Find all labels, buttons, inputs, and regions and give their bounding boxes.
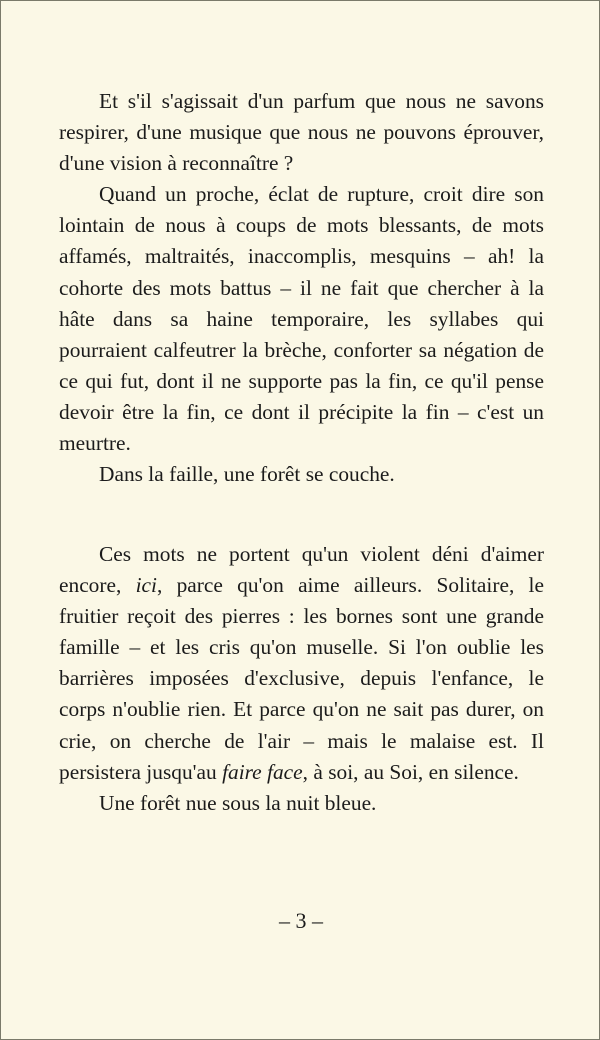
paragraph-4-part-b: , parce qu'on aime ailleurs. Solitaire, le fruitier reçoit des pierres : les bornes sont une grande famille – et les cris qu'on muselle. Si l'on oublie les barrières imposées d'exclusive, depuis l'enfance, le corps n'oublie rien. Et parce qu'on ne sait pas durer, on crie, on cherche de l'air – mais le malaise est. Il persistera jusqu'au [59,573,544,784]
emphasis-faire-face: faire face [222,759,303,784]
paragraph-2: Quand un proche, éclat de rupture, croit dire son lointain de nous à coups de mots blessants, de mots affamés, maltraités, inaccomplis, mesquins – ah! la cohorte des mots battus – il ne fait que chercher à la hâte dans sa haine temporaire, les syllabes qui pourraient calfeutrer la brèche, conforter sa négation de ce qui fut, dont il ne supporte pas la fin, ce qu'il pense devoir être la fin, ce dont il précipite la fin – c'est un meurtre. [59,182,544,456]
paragraph-1: Et s'il s'agissait d'un parfum que nous ne savons respirer, d'une musique que nous ne pouvons éprouver, d'une vision à reconnaître ? [59,89,544,176]
page-number: – 3 – [279,908,323,933]
paragraph-5: Une forêt nue sous la nuit bleue. [99,790,377,815]
paragraph-4 [59,539,544,788]
section-2 [59,539,544,819]
emphasis-ici: ici [135,573,157,598]
section-1 [59,86,544,490]
paragraph-3: Dans la faille, une forêt se couche. [99,462,395,487]
paragraph-4-part-a: Ces mots ne portent qu'un violent déni d'aimer encore, [59,542,544,598]
paragraph-4-part-c: , à soi, au Soi, en silence. [302,759,519,784]
